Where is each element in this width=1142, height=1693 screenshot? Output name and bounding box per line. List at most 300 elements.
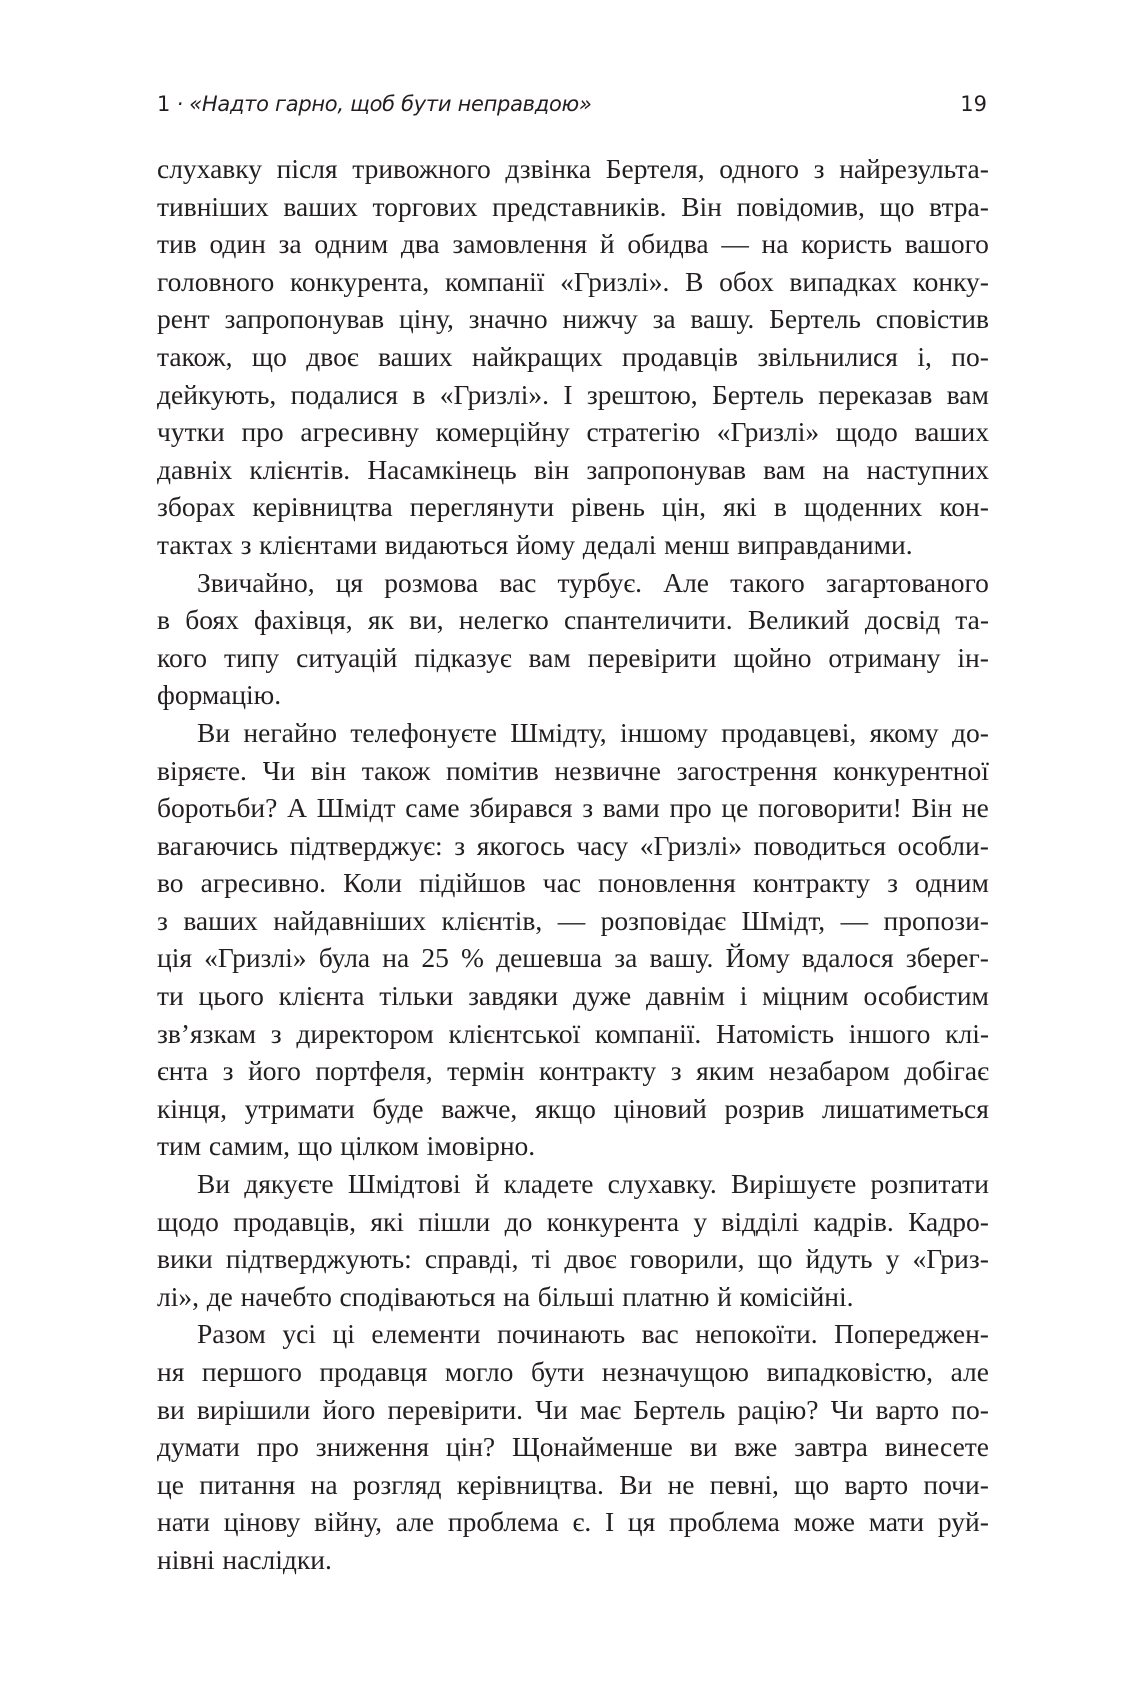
word: найдавніших [273, 904, 427, 936]
word: розмова [384, 566, 479, 598]
word: добігає [904, 1055, 989, 1087]
word: клієнта [278, 980, 365, 1012]
word: представників. [492, 190, 667, 222]
word: на [382, 942, 410, 974]
word: першого [201, 1356, 302, 1387]
word: видаються [384, 528, 509, 560]
word: досвід [864, 604, 941, 636]
word: що [794, 1468, 830, 1500]
word: Він [681, 190, 722, 222]
word: переглянути [409, 491, 555, 523]
word: йдуть [805, 1243, 873, 1275]
word: слухавку. [607, 1168, 717, 1200]
word: значно [468, 303, 548, 335]
word: Але [663, 566, 709, 598]
word: підтверджує: [289, 829, 443, 861]
word: наступних [866, 453, 989, 485]
word: тільки [379, 980, 454, 1012]
word: іншому [619, 716, 708, 748]
word: тим [157, 1130, 202, 1162]
word: телефонуєте [350, 716, 497, 748]
word: ця [627, 1506, 656, 1538]
header-separator: · [176, 92, 183, 116]
word: перевірити [587, 641, 717, 673]
word: непокоїти. [695, 1318, 818, 1350]
word: рацію? [737, 1393, 819, 1425]
word: якогось [476, 829, 565, 861]
word: особли- [897, 829, 989, 861]
word: підійшов [419, 867, 526, 899]
word: торгових [372, 190, 478, 222]
word: вики [157, 1243, 213, 1275]
paragraph [157, 714, 989, 1165]
word: компанії [444, 265, 545, 297]
word: кінця, [157, 1092, 227, 1124]
word: йому [515, 528, 576, 560]
word: до [504, 1205, 533, 1237]
word: вашого [904, 228, 989, 260]
paragraph [157, 564, 989, 714]
word: запропонував [224, 303, 385, 335]
text-line [157, 977, 989, 1015]
word: дешевша [496, 942, 603, 974]
word: розрив [724, 1092, 805, 1124]
text-line [157, 526, 989, 564]
word: по- [951, 1393, 989, 1425]
word: яким [696, 1055, 755, 1087]
word: комерційну [435, 416, 570, 448]
word: як [367, 604, 394, 636]
word: Бертель [769, 303, 861, 335]
word: які [723, 491, 757, 523]
text-line [157, 1090, 989, 1128]
text-line [157, 714, 989, 752]
word: вас [499, 566, 537, 598]
word: такого [730, 566, 805, 598]
word: ціну, [398, 303, 454, 335]
word: говорили, [629, 1243, 745, 1275]
word: рівень [571, 491, 645, 523]
word: в [412, 378, 426, 410]
word: наслідки. [222, 1543, 332, 1575]
word: вашу. [690, 303, 755, 335]
word: зборах [157, 491, 236, 523]
word: самим, [208, 1130, 290, 1162]
word: про [241, 416, 284, 448]
word: час [542, 867, 582, 899]
word: клієнтів, [441, 904, 543, 936]
word: продавців [622, 340, 738, 372]
word: Чи [535, 1393, 568, 1425]
word: варто [844, 1468, 909, 1500]
word: менш [664, 528, 730, 560]
word: негайно [243, 716, 338, 748]
text-line [157, 864, 989, 902]
word: ця [335, 566, 364, 598]
word: керівництва [252, 491, 393, 523]
word: ти [157, 980, 184, 1012]
word: підтверджують: [225, 1243, 412, 1275]
word: де [206, 1280, 233, 1312]
word: за [652, 303, 676, 335]
word: лі», [157, 1280, 199, 1312]
word: поговорити! [758, 792, 902, 824]
word: не [961, 792, 989, 824]
word: починають [497, 1318, 626, 1350]
word: одного [719, 153, 800, 184]
word: користь [801, 228, 893, 260]
body-text [157, 150, 989, 1579]
word: Звичайно, [197, 566, 315, 598]
word: незначущою [601, 1356, 749, 1387]
text-line [157, 939, 989, 977]
word: з [222, 1055, 234, 1087]
word: фахівця, [254, 604, 353, 636]
word: у [885, 1243, 900, 1275]
text-line [157, 376, 989, 414]
word: руй- [937, 1506, 989, 1538]
word: продавця [319, 1356, 428, 1387]
word: усі [282, 1318, 316, 1350]
word: повідомив, [736, 190, 865, 222]
word: А [287, 792, 307, 824]
word: ціновий [613, 1092, 707, 1124]
text-line [157, 1391, 989, 1429]
word: в [157, 604, 170, 636]
word: конкурента, [289, 265, 430, 297]
word: Коли [343, 867, 402, 899]
chapter-heading [157, 92, 592, 116]
word: обидва [627, 228, 709, 260]
word: цін, [662, 491, 706, 523]
word: ці [332, 1318, 355, 1350]
word: ваших [283, 190, 358, 222]
word: тив [157, 228, 197, 260]
word: нівні [157, 1543, 215, 1575]
word: щоденних [803, 491, 923, 523]
text-line [157, 1541, 989, 1579]
word: єнта [157, 1055, 209, 1087]
word: «Гриз- [912, 1243, 989, 1275]
word: відділі [721, 1205, 800, 1237]
word: вдалося [801, 942, 894, 974]
text-line [157, 1428, 989, 1466]
word: розпитати [870, 1168, 989, 1200]
word: його [248, 1055, 301, 1087]
word: питання [199, 1468, 296, 1500]
paragraph [157, 150, 989, 564]
word: портфеля, [315, 1055, 433, 1087]
word: почи- [923, 1468, 989, 1500]
word: керівництва. [456, 1468, 604, 1500]
word: й [717, 1280, 732, 1312]
word: не [667, 1468, 695, 1500]
word: слухавку [157, 153, 262, 184]
word: ви, [409, 604, 444, 636]
word: що [251, 340, 287, 372]
word: клієнтами [259, 528, 378, 560]
word: Бертель [712, 378, 804, 410]
word: стратегію [586, 416, 700, 448]
word: перевірити. [387, 1393, 524, 1425]
word: зниження [315, 1431, 429, 1463]
word: турбує. [557, 566, 643, 598]
word: певні, [709, 1468, 779, 1500]
text-line [157, 1353, 989, 1391]
word: незвичне [554, 754, 661, 786]
word: Разом [197, 1318, 266, 1350]
text-line [157, 601, 989, 639]
word: нижчу [562, 303, 638, 335]
word: отриману [828, 641, 941, 673]
word: ви [157, 1393, 185, 1425]
word: боях [185, 604, 239, 636]
page-number: 19 [960, 92, 987, 116]
word: поновлення [598, 867, 736, 899]
word: утримати [244, 1092, 355, 1124]
word: лишатиметься [822, 1092, 989, 1124]
word: на [310, 1468, 338, 1500]
word: буде [372, 1092, 424, 1124]
word: «Гризлі». [439, 378, 549, 410]
word: Великий [747, 604, 850, 636]
word: з [670, 1055, 682, 1087]
word: конку- [912, 265, 989, 297]
word: — [557, 904, 586, 936]
word: цінову [223, 1506, 301, 1538]
text-line [157, 1278, 989, 1316]
running-header [157, 92, 987, 126]
word: могло [444, 1356, 514, 1387]
word: ситуацій [296, 641, 398, 673]
word: винесете [884, 1431, 989, 1463]
word: во [157, 867, 184, 899]
word: елементи [371, 1318, 481, 1350]
word: він [533, 453, 570, 485]
text-line [157, 300, 989, 338]
word: щойно [733, 641, 812, 673]
word: з [582, 792, 594, 824]
text-line [157, 1240, 989, 1278]
word: і, [917, 340, 932, 372]
word: проблема [447, 1506, 559, 1538]
word: вам [528, 641, 571, 673]
word: підказує [414, 641, 512, 673]
word: дуже [572, 980, 632, 1012]
word: В [685, 265, 704, 297]
text-line [157, 488, 989, 526]
word: два [400, 228, 440, 260]
word: саме [405, 792, 460, 824]
text-line [157, 451, 989, 489]
word: вагаючись [157, 829, 279, 861]
word: його [322, 1393, 376, 1425]
word: цін? [445, 1431, 496, 1463]
word: двоє [306, 340, 359, 372]
word: вже [734, 1431, 778, 1463]
word: ція [157, 942, 193, 974]
word: зберег- [905, 942, 989, 974]
word: мати [868, 1506, 925, 1538]
word: загартованого [825, 566, 989, 598]
word: Шмідтові [347, 1168, 461, 1200]
word: «Гризлі» [716, 416, 820, 448]
word: спантеличити. [563, 604, 733, 636]
word: які [370, 1205, 404, 1237]
word: ви [689, 1431, 718, 1463]
word: давнім [645, 980, 725, 1012]
word: Вирішуєте [730, 1168, 857, 1200]
word: незабаром [768, 1055, 890, 1087]
word: компанії. [594, 1017, 702, 1049]
word: але [395, 1506, 435, 1538]
word: Попереджен- [834, 1318, 989, 1350]
text-line [157, 263, 989, 301]
word: поводиться [753, 829, 887, 861]
word: у [693, 1205, 708, 1237]
word: Щонайменше [512, 1431, 673, 1463]
word: цього [198, 980, 264, 1012]
text-line [157, 150, 989, 188]
word: по- [951, 340, 989, 372]
word: — [840, 904, 869, 936]
word: кон- [939, 491, 989, 523]
word: вирішили [196, 1393, 311, 1425]
word: й [599, 228, 615, 260]
word: продавцеві, [721, 716, 857, 748]
word: якому [869, 716, 939, 748]
word: кого [157, 641, 208, 673]
word: війну, [314, 1506, 383, 1538]
paragraph [157, 1315, 989, 1578]
word: клієнтської [448, 1017, 581, 1049]
word: директором [296, 1017, 434, 1049]
word: платню [622, 1280, 710, 1312]
word: замовлення [452, 228, 588, 260]
word: Ви [197, 1168, 231, 1200]
word: ін- [957, 641, 989, 673]
word: клієнтів. [249, 453, 351, 485]
paragraph [157, 1165, 989, 1315]
word: з [157, 904, 168, 936]
word: «Гризлі» [204, 942, 307, 974]
word: Шмідт [316, 792, 396, 824]
word: справді, [424, 1243, 519, 1275]
word: випадковістю, [766, 1356, 934, 1387]
word: сповістив [875, 303, 989, 335]
word: продавців, [233, 1205, 357, 1237]
word: ня [157, 1356, 185, 1387]
word: і [739, 980, 748, 1012]
word: бути [530, 1356, 585, 1387]
word: зв’язкам [157, 1017, 257, 1049]
word: Йому [725, 942, 790, 974]
word: після [276, 153, 338, 184]
word: пішли [418, 1205, 491, 1237]
word: та- [955, 604, 989, 636]
word: Насамкінець [367, 453, 517, 485]
text-line [157, 564, 989, 602]
word: чутки [157, 416, 225, 448]
word: Ви [619, 1468, 653, 1500]
word: Натомість [716, 1017, 835, 1049]
word: агресивно. [200, 867, 327, 899]
word: боротьби? [157, 792, 278, 824]
word: може [793, 1506, 855, 1538]
word: дедалі [582, 528, 657, 560]
word: була [318, 942, 371, 974]
text-line [157, 413, 989, 451]
text-line [157, 1015, 989, 1053]
word: за [614, 942, 638, 974]
text-line [157, 1052, 989, 1090]
word: «Гризлі» [639, 829, 743, 861]
text-line [157, 1315, 989, 1353]
word: думати [157, 1431, 240, 1463]
word: завтра [794, 1431, 868, 1463]
word: давніх [157, 453, 233, 485]
word: ті [531, 1243, 552, 1275]
word: це [157, 1468, 184, 1500]
word: варто [875, 1393, 940, 1425]
word: найрезульта- [839, 153, 989, 184]
word: комісійні. [739, 1280, 854, 1312]
word: проблема [669, 1506, 780, 1538]
text-line [157, 639, 989, 677]
word: завдяки [468, 980, 559, 1012]
word: до- [952, 716, 989, 748]
word: % [461, 942, 484, 974]
word: найкращих [471, 340, 603, 372]
word: якщо [534, 1092, 596, 1124]
text-line [157, 789, 989, 827]
word: важче, [441, 1092, 518, 1124]
word: одним [915, 867, 989, 899]
word: формацію. [157, 679, 282, 711]
word: за [278, 228, 302, 260]
text-line [157, 1466, 989, 1504]
word: ваших [183, 904, 258, 936]
word: з [887, 867, 898, 899]
word: щодо [157, 1205, 219, 1237]
word: тивніших [157, 190, 269, 222]
word: з [454, 829, 466, 861]
word: з [270, 1017, 282, 1049]
word: дякуєте [244, 1168, 334, 1200]
word: про [669, 792, 712, 824]
word: контракту [752, 867, 870, 899]
word: міцним [762, 980, 849, 1012]
word: збирався [469, 792, 573, 824]
word: щодо [835, 416, 898, 448]
word: — [721, 228, 749, 260]
word: Ви [197, 716, 231, 748]
text-line [157, 676, 989, 714]
word: термін [447, 1055, 525, 1087]
word: імовірно. [426, 1130, 536, 1162]
word: нати [157, 1506, 210, 1538]
word: помітив [446, 754, 539, 786]
word: Він [911, 792, 953, 824]
word: є. [572, 1506, 592, 1538]
word: кладете [503, 1168, 594, 1200]
word: зрештою, [586, 378, 698, 410]
chapter-title: «Надто гарно, щоб бути неправдою» [189, 92, 592, 116]
word: тактах [157, 528, 233, 560]
word: сподіваються [339, 1280, 496, 1312]
word: має [580, 1393, 622, 1425]
word: випадках [789, 265, 897, 297]
